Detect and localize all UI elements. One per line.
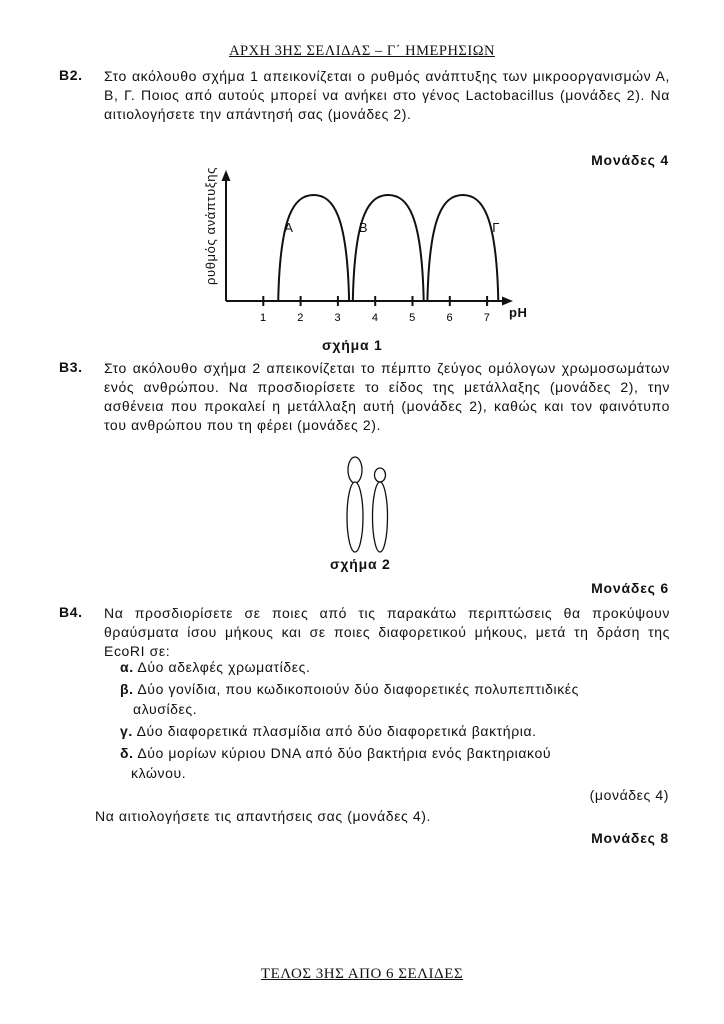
list-item-d: δ. Δύο μορίων κύριου DNA από δύο βακτήρια ενός βακτηριακού bbox=[120, 745, 552, 761]
question-b2-marks: Μονάδες 4 bbox=[591, 152, 669, 168]
series-label: Β bbox=[358, 220, 369, 235]
list-item-b-continuation: αλυσίδες. bbox=[133, 701, 198, 717]
question-b4-label: Β4. bbox=[59, 604, 83, 620]
question-b4-text: Να προσδιορίσετε σε ποιες από τις παρακάτω περιπτώσεις θα προκύψουν θραύσματα ίσου μήκους και σε ποιες διαφορετικού μήκους, μετά τη δράση της EcoRI σε: bbox=[104, 605, 670, 659]
x-tick-label: 4 bbox=[371, 312, 379, 324]
question-b2-label: Β2. bbox=[59, 67, 83, 83]
page-header: ΑΡΧΗ 3ΗΣ ΣΕΛΙΔΑΣ – Γ΄ ΗΜΕΡΗΣΙΩΝ bbox=[229, 43, 495, 59]
growth-curve-2 bbox=[353, 195, 424, 301]
figure-1-caption: σχήμα 1 bbox=[322, 337, 383, 353]
figure-1-chart bbox=[195, 165, 545, 325]
page-footer: ΤΕΛΟΣ 3ΗΣ ΑΠΟ 6 ΣΕΛΙΔΕΣ bbox=[260, 966, 464, 982]
x-tick-label: 3 bbox=[334, 312, 342, 324]
x-tick-label: 1 bbox=[259, 312, 267, 324]
y-axis-label: ρυθμός ανάπτυξης bbox=[203, 167, 218, 285]
x-tick-label: 7 bbox=[483, 312, 491, 324]
sub-marks: (μονάδες 4) bbox=[589, 787, 669, 803]
question-b3-marks: Μονάδες 6 bbox=[591, 580, 669, 596]
question-b2-text: Στο ακόλουθο σχήμα 1 απεικονίζεται ο ρυθμός ανάπτυξης των μικροοργανισμών Α, Β, Γ. Ποιος από αυτούς μπορεί να ανήκει στο γένος Lactobacillus (μονάδες 2). Να αιτιολογήσετε την απάντησή σας (μονάδες 2). bbox=[104, 68, 670, 122]
list-item-b: β. Δύο γονίδια, που κωδικοποιούν δύο διαφορετικές πολυπεπτιδικές bbox=[120, 681, 579, 697]
x-tick-label: 5 bbox=[409, 312, 416, 324]
x-tick-label: 6 bbox=[446, 312, 454, 324]
figure-2-caption: σχήμα 2 bbox=[330, 556, 391, 572]
growth-curve-3 bbox=[427, 195, 501, 301]
series-label: Α bbox=[284, 220, 294, 235]
list-item-d-continuation: κλώνου. bbox=[131, 765, 187, 781]
list-item-c: γ. Δύο διαφορετικά πλασμίδια από δύο διαφορετικά βακτήρια. bbox=[120, 723, 537, 739]
figure-2-chromosomes bbox=[335, 450, 395, 560]
y-axis-arrow bbox=[222, 170, 231, 181]
chromosome-normal bbox=[347, 457, 363, 552]
justify-instruction: Να αιτιολογήσετε τις απαντήσεις σας (μονάδες 4). bbox=[95, 808, 432, 824]
question-b4-marks: Μονάδες 8 bbox=[591, 830, 669, 846]
growth-curve-1 bbox=[278, 195, 349, 301]
x-axis-label: pH bbox=[509, 305, 528, 320]
list-item-a: α. Δύο αδελφές χρωματίδες. bbox=[120, 659, 311, 675]
question-b3-text: Στο ακόλουθο σχήμα 2 απεικονίζεται το πέμπτο ζεύγος ομόλογων χρωμοσωμάτων ενός ανθρώπου. Να προσδιορίσετε το είδος της μετάλλαξης (μονάδες 2), την ασθένεια που προκαλεί η μετάλλαξη αυτή (μονάδες 2), καθώς και τον φαινότυπο του ανθρώπου που τη φέρει (μονάδες 2). bbox=[104, 360, 670, 433]
x-tick-label: 2 bbox=[297, 312, 304, 324]
chromosome-deleted bbox=[373, 468, 388, 552]
series-label: Γ bbox=[492, 220, 501, 235]
question-b3-label: Β3. bbox=[59, 359, 83, 375]
